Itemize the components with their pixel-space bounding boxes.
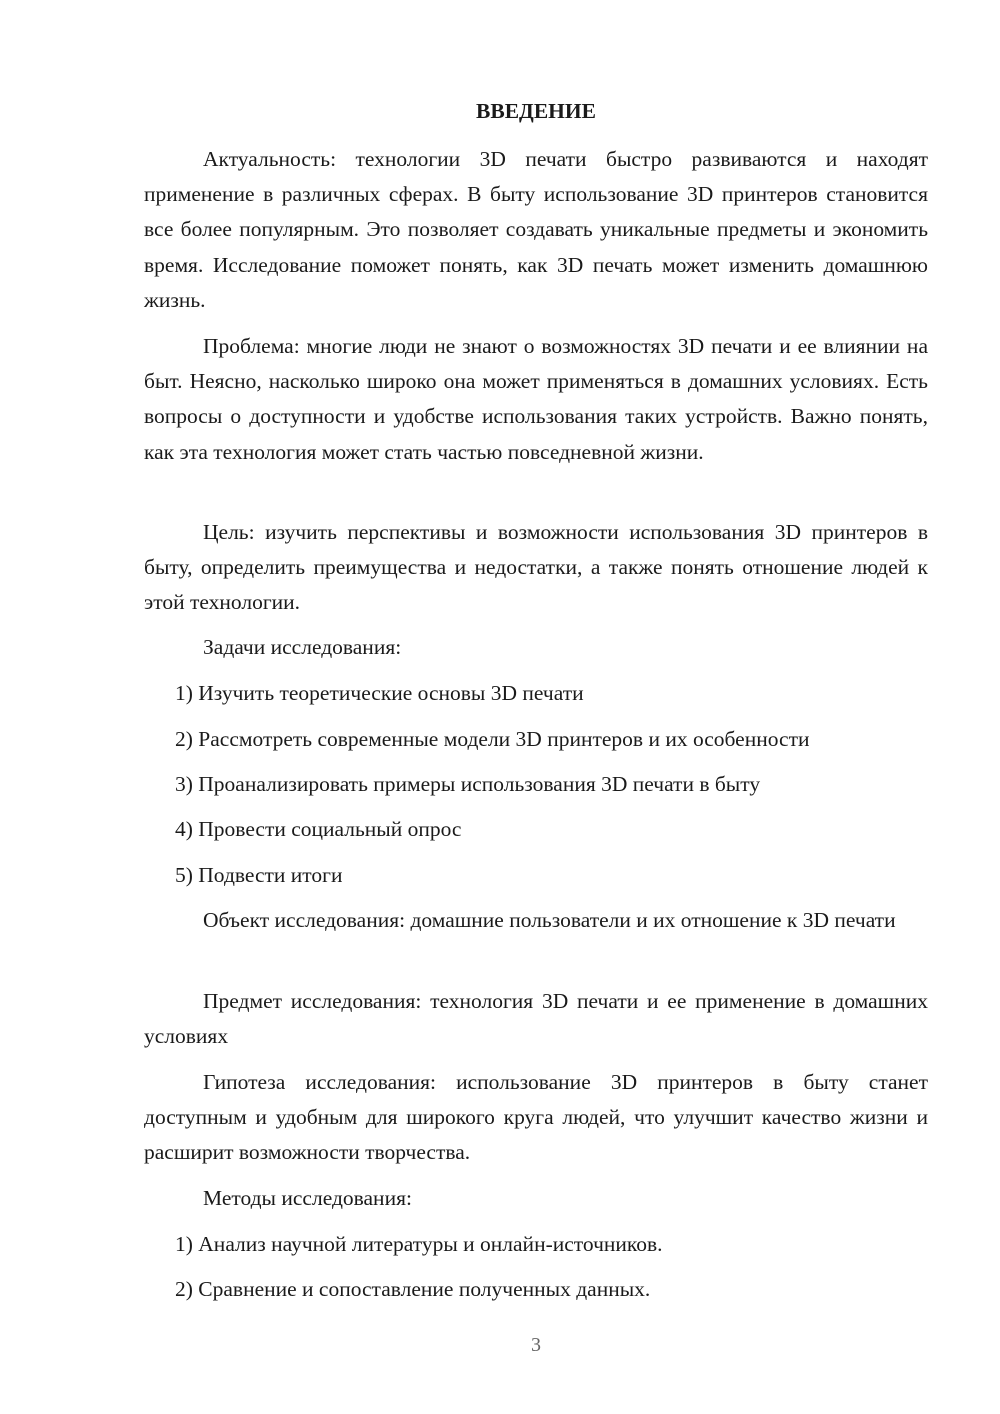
task-item: 5) Подвести итоги <box>175 863 343 887</box>
method-item: 2) Сравнение и сопоставление полученных данных. <box>175 1277 651 1301</box>
methods-heading: Методы исследования: <box>203 1186 412 1210</box>
task-item: 2) Рассмотреть современные модели 3D принтеров и их особенности <box>175 727 810 751</box>
task-item: 1) Изучить теоретические основы 3D печати <box>175 681 584 705</box>
task-item: 4) Провести социальный опрос <box>175 817 462 841</box>
method-item: 1) Анализ научной литературы и онлайн-источников. <box>175 1232 663 1256</box>
object-paragraph: Объект исследования: домашние пользователи и их отношение к 3D печати <box>203 908 896 932</box>
relevance-paragraph: Актуальность: технологии 3D печати быстро развиваются и находят применение в различных сферах. В быту использование 3D принтеров становится все более популярным. Это позволяет создавать уникальные предметы и экономить время. Исследование поможет понять, как 3D печать может изменить домашнюю жизнь. <box>144 147 928 312</box>
tasks-heading: Задачи исследования: <box>203 635 402 659</box>
goal-paragraph: Цель: изучить перспективы и возможности использования 3D принтеров в быту, определить преимущества и недостатки, а также понять отношение людей к этой технологии. <box>144 520 928 615</box>
subject-paragraph: Предмет исследования: технология 3D печати и ее применение в домашних условиях <box>144 989 928 1049</box>
page-number: 3 <box>531 1334 541 1356</box>
task-item: 3) Проанализировать примеры использования 3D печати в быту <box>175 772 761 796</box>
hypothesis-paragraph: Гипотеза исследования: использование 3D принтеров в быту станет доступным и удобным для широкого круга людей, что улучшит качество жизни и расширит возможности творчества. <box>144 1070 928 1165</box>
problem-paragraph: Проблема: многие люди не знают о возможностях 3D печати и ее влиянии на быт. Неясно, насколько широко она может применяться в домашних условиях. Есть вопросы о доступности и удобстве использования таких устройств. Важно понять, как эта технология может стать частью повседневной жизни. <box>144 334 928 464</box>
document-page <box>144 0 928 1414</box>
section-heading: ВВЕДЕНИЕ <box>476 99 596 123</box>
